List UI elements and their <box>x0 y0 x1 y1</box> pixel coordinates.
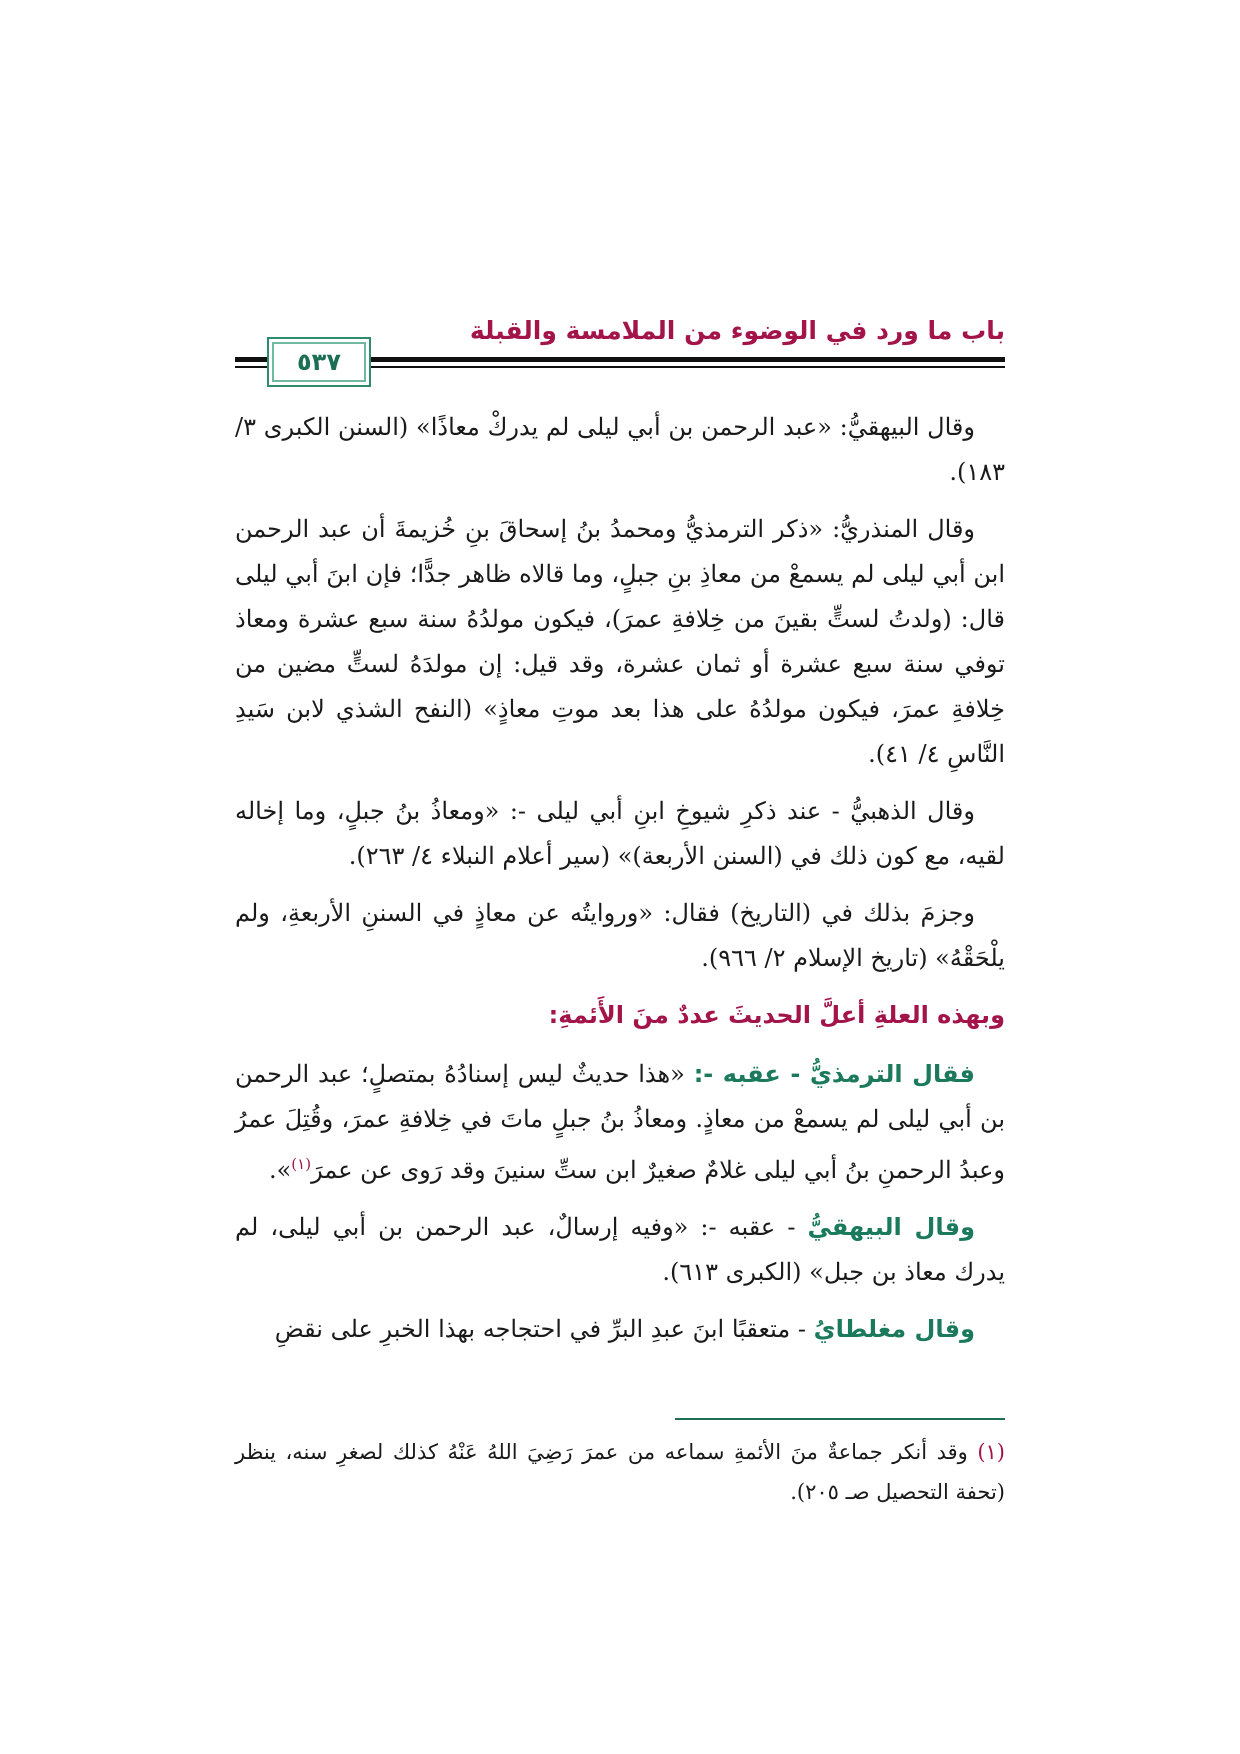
chapter-title: باب ما ورد في الوضوء من الملامسة والقبلة <box>469 316 1005 345</box>
footnote-text: وقد أنكر جماعةٌ منَ الأئمةِ سماعه من عمرَ رَضِيَ اللهُ عَنْهُ كذلك لصغرِ سنه، ينظر (تحفة التحصيل صـ ٢٠٥). <box>235 1440 1005 1504</box>
paragraph-dhahabi: وقال الذهبيُّ - عند ذكرِ شيوخِ ابنِ أبي ليلى -: «ومعاذُ بنُ جبلٍ، وما إخاله لقيه، مع كون ذلك في (السنن الأربعة)» (سير أعلام النبلاء ٤/ ٢٦٣). <box>235 797 1005 870</box>
paragraph-mundhiri: وقال المنذريُّ: «ذكر الترمذيُّ ومحمدُ بنُ إسحاقَ بنِ خُزيمةَ أن عبد الرحمن ابن أبي ليلى لم يسمعْ من معاذِ بنِ جبلٍ، وما قالاه ظاهر جدًّا؛ فإن ابنَ أبي ليلى قال: (ولدتُ لستٍّ بقينَ من خِلافةِ عمرَ)، فيكون مولدُهُ سنة سبع عشرة ومعاذ توفي سنة سبع عشرة أو ثمان عشرة، وقد قيل: إن مولدَهُ لستٍّ مضين من خِلافةِ عمرَ، فيكون مولدُهُ على هذا بعد موتِ معاذٍ» (النفح الشذي لابن سَيدِ النَّاسِ ٤/ ٤١). <box>235 515 1005 768</box>
page-number: ٥٣٧ <box>297 348 341 376</box>
bayhaqi-lead: وقال البيهقيُّ <box>807 1213 975 1241</box>
paragraph-bayhaqi-1: وقال البيهقيُّ: «عبد الرحمن بن أبي ليلى لم يدركْ معاذًا» (السنن الكبرى ٣/ ١٨٣). <box>235 413 1005 486</box>
section-heading: وبهذه العلةِ أعلَّ الحديثَ عددٌ منَ الأَئمةِ: <box>548 1001 1005 1029</box>
page-number-badge <box>267 337 371 387</box>
bayhaqi-text: - عقبه -: «وفيه إرسالٌ، عبد الرحمن بن أبي ليلى، لم يدرك معاذ بن جبل» (الكبرى ٦١٣). <box>235 1213 1005 1286</box>
paragraph-bayhaqi-2 <box>235 1205 1005 1295</box>
page-header <box>235 310 1005 390</box>
footnote-divider <box>675 1418 1005 1420</box>
paragraph-mughaltai <box>235 1307 1005 1352</box>
footnote-marker: (١) <box>977 1440 1005 1464</box>
footnote-ref[interactable]: (١) <box>291 1155 312 1173</box>
main-text <box>235 405 1005 1364</box>
mughaltai-lead: وقال مغلطايُ <box>813 1315 975 1343</box>
footnote <box>235 1432 1005 1512</box>
tirmidhi-text: «هذا حديثٌ ليس إسنادُهُ بمتصلٍ؛ عبد الرحمن بن أبي ليلى لم يسمعْ من معاذٍ. ومعاذُ بنُ جبلٍ ماتَ في خِلافةِ عمرَ، وقُتِلَ عمرُ وعبدُ الرحمنِ بنُ أبي ليلى غلامٌ صغيرٌ ابن ستِّ سنينَ وقد رَوى عن عمرَ <box>235 1060 1005 1184</box>
paragraph-tarikh: وجزمَ بذلك في (التاريخ) فقال: «وروايتُه عن معاذٍ في السننِ الأربعةِ، ولم يلْحَقْهُ» (تاريخ الإسلام ٢/ ٩٦٦). <box>235 899 1005 972</box>
tirmidhi-lead: فقال الترمذيُّ - عقبه -: <box>693 1060 975 1088</box>
mughaltai-text: - متعقبًا ابنَ عبدِ البرِّ في احتجاجه بهذا الخبرِ على نقضِ <box>274 1315 814 1343</box>
paragraph-tirmidhi <box>235 1052 1005 1193</box>
tirmidhi-end: ». <box>268 1156 292 1184</box>
